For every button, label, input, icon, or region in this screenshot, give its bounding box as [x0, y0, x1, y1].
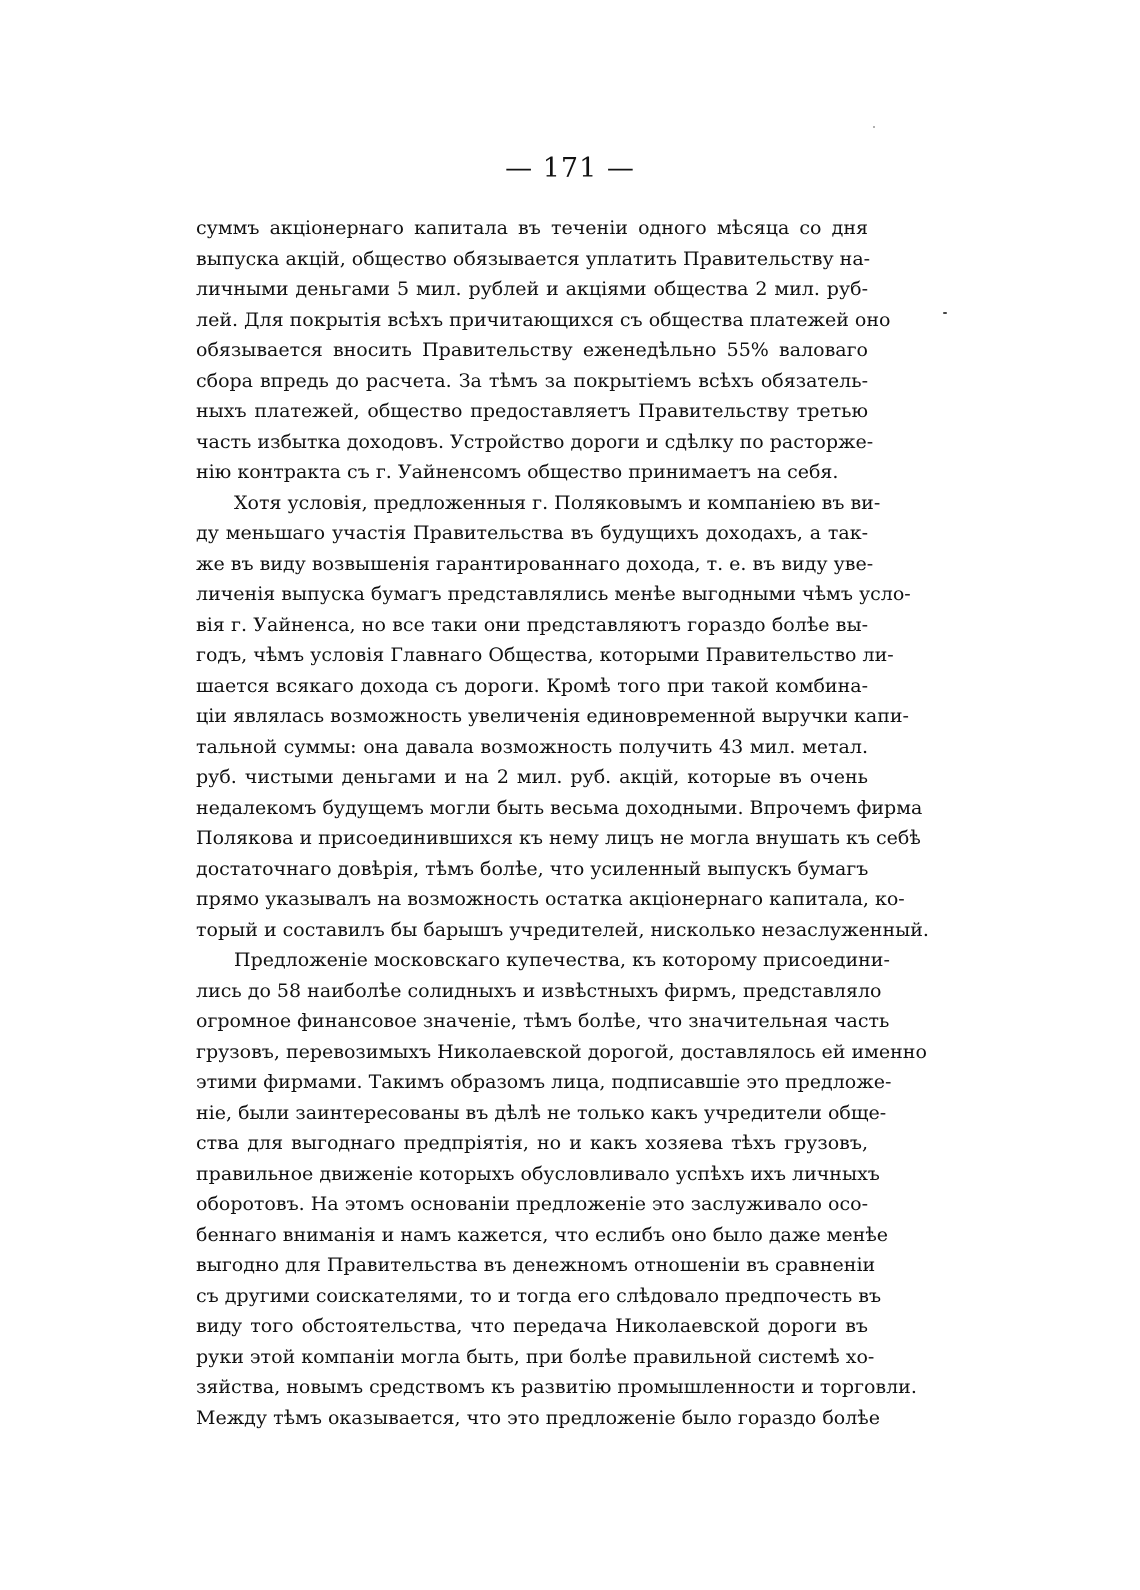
text-line: этими фирмами. Такимъ образомъ лица, подписавшіе это предложе- — [196, 1071, 892, 1093]
text-line: ду меньшаго участія Правительства въ будущихъ доходахъ, а так- — [196, 522, 868, 544]
text-line: нію контракта съ г. Уайненсомъ общество принимаетъ на себя. — [196, 461, 839, 483]
page-number: — 171 — — [505, 153, 635, 184]
text-line: лей. Для покрытія всѣхъ причитающихся съ общества платежей оно — [196, 308, 891, 331]
text-line: прямо указывалъ на возможность остатка акціонернаго капитала, ко- — [196, 888, 905, 910]
text-line: ніе, были заинтересованы въ дѣлѣ не только какъ учредители обще- — [196, 1101, 887, 1124]
text-line: личенія выпуска бумагъ представлялись менѣе выгодными чѣмъ усло- — [196, 583, 911, 605]
text-line: выгодно для Правительства въ денежномъ отношеніи въ сравненіи — [196, 1254, 876, 1276]
text-line: грузовъ, перевозимыхъ Николаевской дорогой, доставлялось ей именно — [196, 1040, 927, 1063]
text-line: руки этой компаніи могла быть, при болѣе правильной системѣ хо- — [196, 1345, 875, 1368]
text-line: же въ виду возвышенія гарантированнаго дохода, т. е. въ виду уве- — [196, 552, 874, 575]
text-line: обязывается вносить Правительству еженедѣльно 55% валоваго — [196, 339, 868, 361]
text-line: личными деньгами 5 мил. рублей и акціями общества 2 мил. руб- — [196, 278, 868, 300]
text-line: беннаго вниманія и намъ кажется, что еслибъ оно было даже менѣе — [196, 1223, 889, 1246]
body-text — [196, 213, 929, 1433]
text-line: ныхъ платежей, общество предоставляетъ Правительству третью — [196, 400, 868, 422]
text-line: зяйства, новымъ средствомъ къ развитію промышленности и торговли. — [196, 1376, 917, 1398]
text-line: съ другими соискателями, то и тогда его слѣдовало предпочесть въ — [196, 1284, 882, 1307]
text-line: тальной суммы: она давала возможность получить 43 мил. метал. — [196, 735, 868, 758]
text-line: Между тѣмъ оказывается, что это предложеніе было гораздо болѣе — [196, 1406, 880, 1429]
text-line: ціи являлась возможность увеличенія единовременной выручки капи- — [196, 705, 909, 727]
text-line: ства для выгоднаго предпріятія, но и какъ хозяева тѣхъ грузовъ, — [196, 1132, 868, 1154]
text-line: виду того обстоятельства, что передача Николаевской дороги въ — [196, 1315, 868, 1337]
text-line: шается всякаго дохода съ дороги. Кромѣ того при такой комбина- — [196, 674, 868, 697]
text-line: суммъ акціонернаго капитала въ теченіи одного мѣсяца со дня — [196, 217, 868, 239]
text-line: лись до 58 наиболѣе солидныхъ и извѣстныхъ фирмъ, представляло — [196, 979, 882, 1002]
text-line: вія г. Уайненса, но все таки они представляютъ гораздо болѣе вы- — [196, 613, 868, 636]
print-speck — [943, 312, 947, 314]
paragraph-first-line: Предложеніе московскаго купечества, къ которому присоедини- — [234, 949, 890, 971]
text-line: недалекомъ будущемъ могли быть весьма доходными. Впрочемъ фирма — [196, 796, 923, 819]
text-line: огромное финансовое значеніе, тѣмъ болѣе, что значительная часть — [196, 1010, 890, 1032]
text-line: достаточнаго довѣрія, тѣмъ болѣе, что усиленный выпускъ бумагъ — [196, 857, 869, 880]
text-line: выпуска акцій, общество обязывается уплатить Правительству на- — [196, 247, 871, 270]
text-line: часть избытка доходовъ. Устройство дороги и сдѣлку по расторже- — [196, 430, 874, 453]
print-speck — [873, 126, 875, 128]
text-line: торый и составилъ бы барышъ учредителей, нисколько незаслуженный. — [196, 918, 929, 941]
text-line: оборотовъ. На этомъ основаніи предложеніе это заслуживало осо- — [196, 1193, 868, 1215]
text-line: правильное движеніе которыхъ обусловливало успѣхъ ихъ личныхъ — [196, 1162, 880, 1185]
text-line: руб. чистыми деньгами и на 2 мил. руб. акцій, которые въ очень — [196, 766, 868, 788]
text-line: годъ, чѣмъ условія Главнаго Общества, которыми Правительство ли- — [196, 644, 894, 666]
text-line: сбора впредь до расчета. За тѣмъ за покрытіемъ всѣхъ обязатель- — [196, 369, 868, 392]
paragraph-first-line: Хотя условія, предложенныя г. Поляковымъ и компаніею въ ви- — [234, 491, 881, 514]
text-line: Полякова и присоединившихся къ нему лицъ не могла внушать къ себѣ — [196, 827, 921, 849]
